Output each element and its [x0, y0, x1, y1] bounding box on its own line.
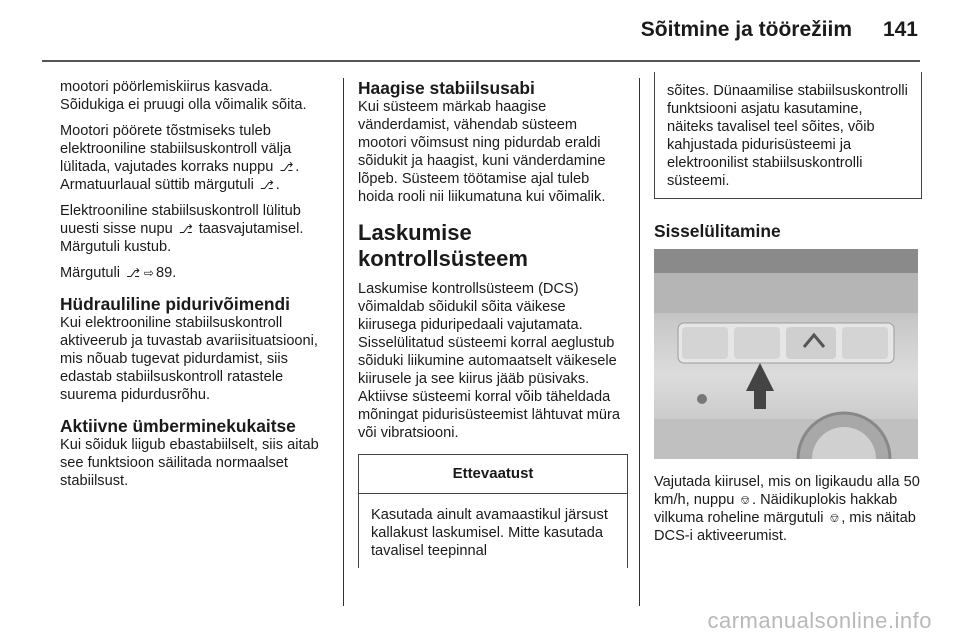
warning-box — [358, 454, 628, 568]
header-rule — [42, 60, 920, 62]
warning-text: Kasutada ainult avamaastikul järsust kallakust laskumisel. Mitte kasutada tavalisel teepinnal — [371, 507, 608, 559]
column-divider-1 — [343, 78, 344, 606]
watermark: carmanualsonline.info — [707, 608, 932, 633]
column-divider-2 — [639, 78, 640, 606]
dashboard-illustration — [654, 249, 918, 459]
column-3 — [654, 72, 922, 553]
paragraph — [60, 264, 332, 282]
hill-descent-icon: ⎊ — [829, 511, 840, 525]
text: Vajutada kiirusel, mis on ligikaudu alla 50 km/h, nuppu — [654, 474, 920, 508]
text: Elektrooniline stabiilsuskontroll lülitub uuesti sisse nupu — [60, 203, 301, 237]
heading-enable: Sisselülitamine — [654, 221, 781, 241]
warning-text: sõites. Dünaamilise stabiilsuskontrolli funktsiooni asjatu kasutamine, näiteks tavalisel teel sõites, võib kahjustada pidurisüsteemi ja elektroonilist stabiilsuskontrolli süsteemi. — [667, 83, 908, 189]
hill-descent-icon: ⎊ — [740, 493, 750, 507]
esp-off-icon: ⎇ — [178, 222, 193, 236]
paragraph: Kui süsteem märkab haagise vänderdamist, vähendab süsteem mootori võimsust ning pidurdab eraldi sõidukit ja haagist, kuni vänderdamine lõpeb. Süsteem töötamise ajal tuleb hoida rooli nii liikumatuna kui võimalik. — [358, 99, 606, 205]
esp-off-icon: ⎇ — [279, 160, 294, 174]
reference-arrow-icon: ⇨ — [143, 266, 154, 280]
column-1 — [60, 78, 332, 498]
paragraph: Laskumise kontrollsüsteem (DCS) võimaldab sõidukil sõita väikese kiirusega piduripedaali vajutamata. Sisselülitatud süsteemi korral aeglustub sõiduki liikumine automaatselt väikesele kiirusele ja see kiirus jääb püsivaks. Aktiivse süsteemi korral võib täheldada mõningat pidurisüsteemist lähtuvat müra või vibratsiooni. — [358, 281, 621, 441]
paragraph: mootori pöörlemiskiirus kasvada. Sõidukiga ei pruugi olla võimalik sõita. — [60, 79, 307, 113]
heading-brake-assist: Hüdrauliline pidurivõimendi — [60, 294, 290, 314]
page-reference: 89. — [155, 265, 177, 281]
paragraph: Kui elektrooniline stabiilsuskontroll aktiveerub ja tuvastab avariisituatsiooni, mis nõuab tugevat pidurdamist, siis edastab stabiilsuskontroll ratastele suurema pidurdusrõhu. — [60, 315, 318, 403]
warning-title: Ettevaatust — [359, 455, 627, 494]
column-2 — [358, 78, 628, 568]
heading-trailer: Haagise stabiilsusabi — [358, 78, 535, 98]
paragraph — [654, 473, 922, 545]
text: Märgutuli — [60, 265, 121, 281]
page-number: 141 — [882, 18, 918, 41]
text: . Armatuurlaual süttib märgutuli — [60, 159, 300, 193]
dashboard-photo — [654, 249, 918, 459]
text: . — [275, 177, 280, 193]
esp-off-icon: ⎇ — [259, 178, 274, 192]
text: . Näidikuplokis hakkab vilkuma roheline märgutuli — [654, 492, 898, 526]
paragraph: Kui sõiduk liigub ebastabiilselt, siis aitab see funktsioon säilitada normaalset stabiilsust. — [60, 437, 319, 489]
text: , mis näitab DCS-i aktiveerumist. — [654, 510, 916, 544]
text: Mootori pöörete tõstmiseks tuleb elektrooniline stabiilsuskontroll välja lülitada, vajutades korraks nuppu — [60, 123, 292, 175]
text: taasvajutamisel. Märgutuli kustub. — [60, 221, 304, 255]
header-title: Sõitmine ja töörežiim — [640, 18, 852, 41]
paragraph — [60, 202, 332, 256]
heading-line: kontrollsüsteem — [358, 246, 528, 271]
heading-dcs — [358, 220, 628, 272]
heading-line: Laskumise — [358, 220, 472, 245]
warning-box-continued — [654, 72, 922, 199]
paragraph — [60, 122, 332, 194]
esp-off-icon: ⎇ — [126, 266, 140, 280]
heading-rollover: Aktiivne ümberminekukaitse — [60, 416, 296, 436]
